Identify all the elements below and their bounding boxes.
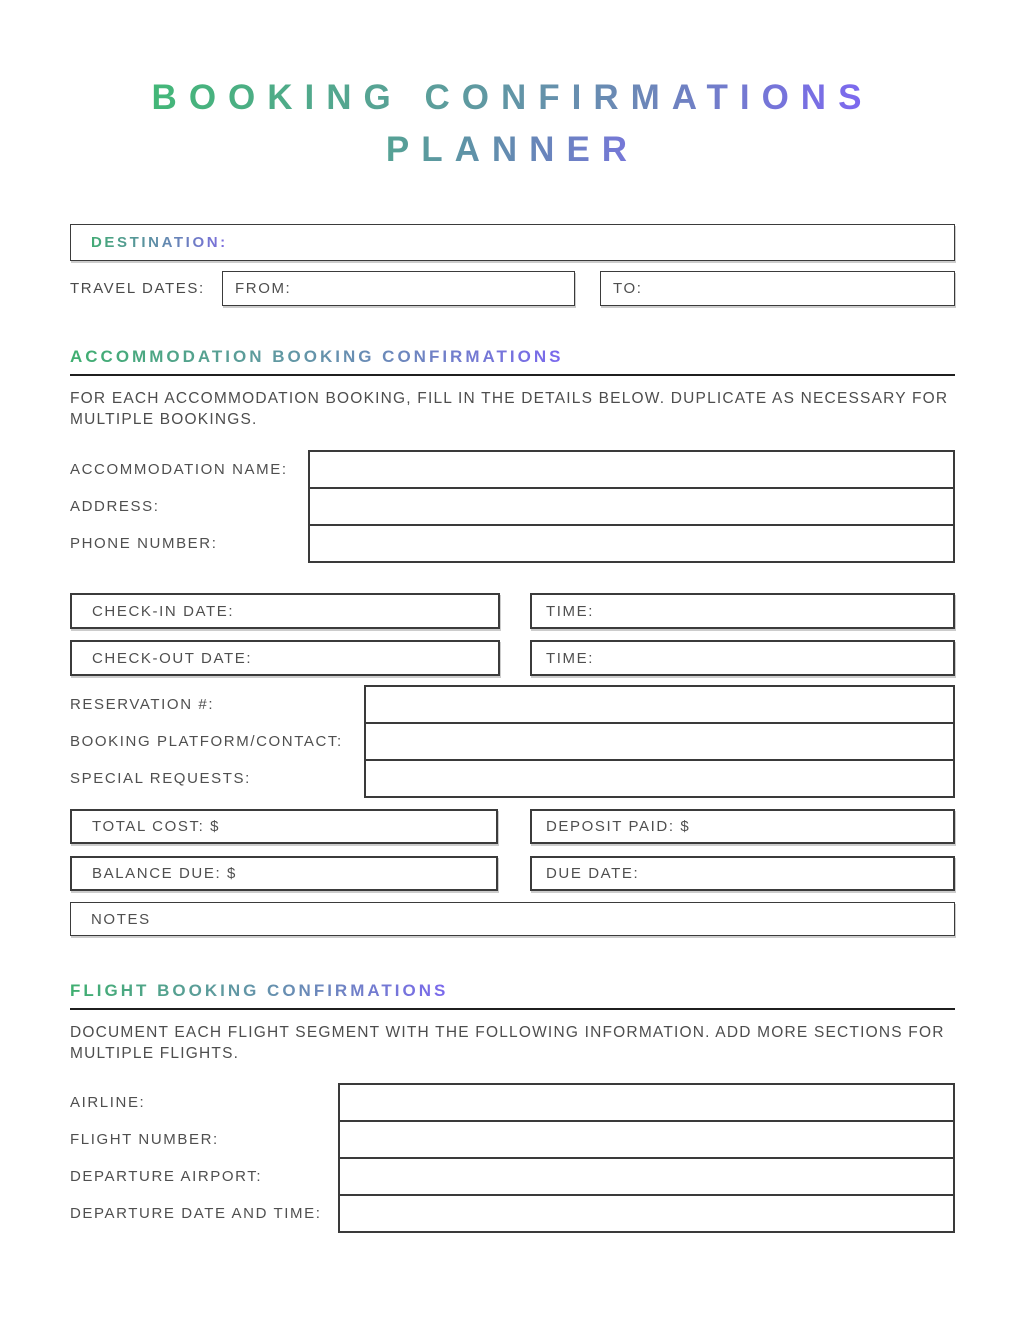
deposit-paid-field[interactable] <box>530 809 955 844</box>
cost-row-2 <box>70 856 955 891</box>
special-requests-input[interactable] <box>364 759 955 798</box>
page-title-line-2: PLANNER <box>386 124 639 176</box>
checkin-date-field[interactable] <box>70 593 500 629</box>
destination-field[interactable] <box>70 224 955 261</box>
accommodation-heading-text: ACCOMMODATION BOOKING CONFIRMATIONS <box>70 347 564 366</box>
phone-number-label: PHONE NUMBER: <box>70 535 218 552</box>
flight-section-heading <box>70 980 955 1002</box>
departure-airport-row <box>70 1157 955 1196</box>
departure-datetime-label: DEPARTURE DATE AND TIME: <box>70 1205 322 1222</box>
booking-platform-input[interactable] <box>364 722 955 761</box>
travel-from-label: FROM: <box>235 280 292 297</box>
accommodation-detail-fields <box>70 450 955 563</box>
address-row <box>70 487 955 526</box>
departure-datetime-input[interactable] <box>338 1194 955 1233</box>
checkin-row <box>70 593 955 629</box>
deposit-paid-label: DEPOSIT PAID: $ <box>546 818 691 835</box>
total-cost-label: TOTAL COST: $ <box>92 818 221 835</box>
flight-number-label: FLIGHT NUMBER: <box>70 1131 219 1148</box>
checkout-date-field[interactable] <box>70 640 500 676</box>
flight-section-divider <box>70 1008 955 1010</box>
special-requests-label: SPECIAL REQUESTS: <box>70 770 251 787</box>
checkout-row <box>70 640 955 676</box>
travel-dates-label: TRAVEL DATES: <box>70 280 205 297</box>
phone-number-input[interactable] <box>308 524 955 563</box>
reservation-fields <box>70 685 955 798</box>
airline-input[interactable] <box>338 1083 955 1122</box>
checkout-time-field[interactable] <box>530 640 955 676</box>
due-date-field[interactable] <box>530 856 955 891</box>
due-date-label: DUE DATE: <box>546 865 640 882</box>
booking-platform-label: BOOKING PLATFORM/CONTACT: <box>70 733 343 750</box>
address-label: ADDRESS: <box>70 498 160 515</box>
page-title-line-1: BOOKING CONFIRMATIONS <box>152 72 874 124</box>
flight-heading-text: FLIGHT BOOKING CONFIRMATIONS <box>70 981 449 1000</box>
flight-instructions: DOCUMENT EACH FLIGHT SEGMENT WITH THE FOLLOWING INFORMATION. ADD MORE SECTIONS FOR MULTIPLE FLIGHTS. <box>70 1024 945 1062</box>
booking-platform-row <box>70 722 955 761</box>
reservation-number-label: RESERVATION #: <box>70 696 215 713</box>
checkin-time-field[interactable] <box>530 593 955 629</box>
airline-row <box>70 1083 955 1122</box>
checkout-date-label: CHECK-OUT DATE: <box>92 649 253 667</box>
special-requests-row <box>70 759 955 798</box>
balance-due-label: BALANCE DUE: $ <box>92 865 237 882</box>
accommodation-name-label: ACCOMMODATION NAME: <box>70 461 288 478</box>
flight-number-input[interactable] <box>338 1120 955 1159</box>
destination-label: DESTINATION: <box>91 234 228 251</box>
accommodation-section-heading <box>70 346 955 368</box>
airline-label: AIRLINE: <box>70 1094 146 1111</box>
travel-to-field[interactable] <box>600 271 955 306</box>
flight-detail-fields <box>70 1083 955 1233</box>
departure-airport-input[interactable] <box>338 1157 955 1196</box>
reservation-number-input[interactable] <box>364 685 955 724</box>
flight-number-row <box>70 1120 955 1159</box>
notes-field[interactable] <box>70 902 955 936</box>
travel-to-label: TO: <box>613 280 643 297</box>
travel-from-field[interactable] <box>222 271 575 306</box>
accommodation-name-row <box>70 450 955 489</box>
departure-datetime-row <box>70 1194 955 1233</box>
accommodation-name-input[interactable] <box>308 450 955 489</box>
total-cost-field[interactable] <box>70 809 498 844</box>
balance-due-field[interactable] <box>70 856 498 891</box>
departure-airport-label: DEPARTURE AIRPORT: <box>70 1168 263 1185</box>
checkin-date-label: CHECK-IN DATE: <box>92 602 235 620</box>
travel-dates-row <box>70 271 955 306</box>
checkin-time-label: TIME: <box>546 602 594 620</box>
phone-number-row <box>70 524 955 563</box>
notes-label: NOTES <box>91 910 151 928</box>
cost-row-1 <box>70 809 955 844</box>
reservation-number-row <box>70 685 955 724</box>
page-title <box>70 72 955 176</box>
accommodation-instructions: FOR EACH ACCOMMODATION BOOKING, FILL IN THE DETAILS BELOW. DUPLICATE AS NECESSARY FOR MULTIPLE BOOKINGS. <box>70 390 949 428</box>
address-input[interactable] <box>308 487 955 526</box>
checkout-time-label: TIME: <box>546 649 594 667</box>
accommodation-section-divider <box>70 374 955 376</box>
